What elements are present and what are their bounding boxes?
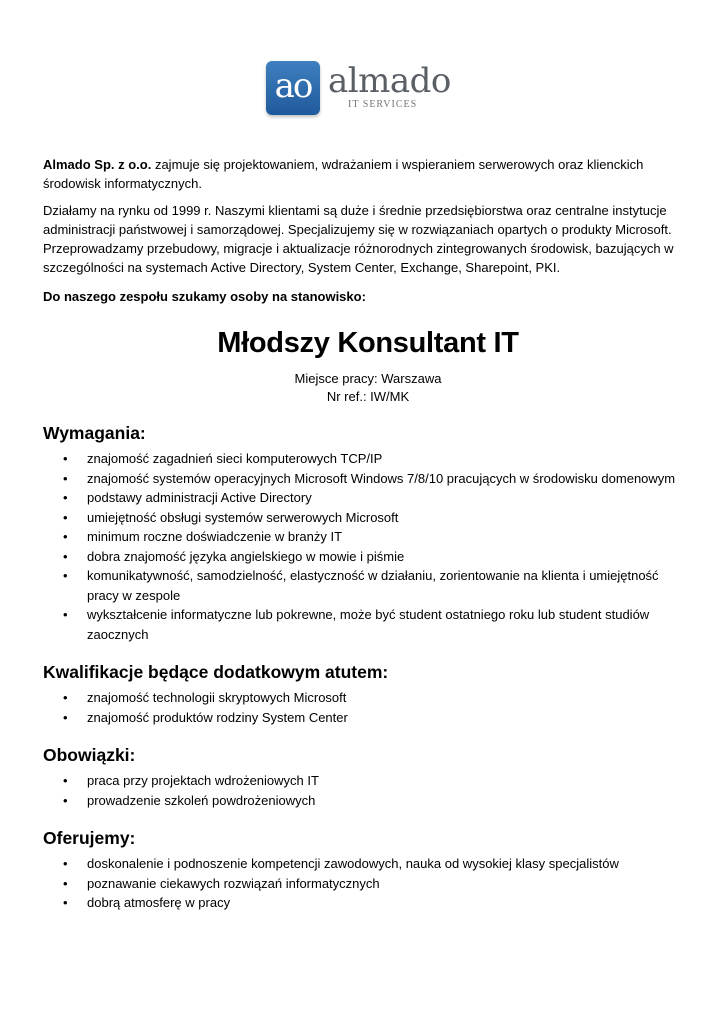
logo-text bbox=[328, 61, 451, 110]
list-item-text: umiejętność obsługi systemów serwerowych Microsoft bbox=[87, 509, 399, 525]
list-item-text: znajomość produktów rodziny System Center bbox=[87, 709, 348, 725]
list-item-text: znajomość systemów operacyjnych Microsoft Windows 7/8/10 pracujących w środowisku domenowym bbox=[87, 470, 676, 486]
bullet-icon: • bbox=[63, 895, 68, 910]
requirements-heading: Wymagania: bbox=[43, 423, 146, 443]
list-item-text: znajomość technologii skryptowych Microsoft bbox=[87, 690, 347, 705]
document-body bbox=[43, 155, 693, 913]
logo-subtitle: IT SERVICES bbox=[348, 99, 418, 110]
list-item bbox=[43, 449, 693, 469]
list-item-text: dobra znajomość języka angielskiego w mowie i piśmie bbox=[87, 548, 405, 564]
list-item bbox=[43, 771, 693, 791]
logo-mark: ao bbox=[266, 61, 320, 115]
offer-list bbox=[43, 854, 693, 913]
list-item bbox=[43, 469, 693, 489]
duties-list bbox=[43, 771, 693, 810]
list-item bbox=[43, 791, 693, 811]
bullet-icon: • bbox=[63, 470, 68, 486]
requirements-list bbox=[43, 449, 693, 644]
list-item bbox=[43, 566, 693, 605]
list-item bbox=[43, 605, 693, 644]
list-item-text: minimum roczne doświadczenie w branży IT bbox=[87, 529, 343, 544]
list-item bbox=[43, 547, 693, 567]
intro-text: zajmuje się projektowaniem, wdrażaniem i wspieraniem serwerowych oraz klienckich środowisk informatycznych. bbox=[43, 157, 644, 191]
bullet-icon: • bbox=[63, 509, 68, 525]
extras-section bbox=[43, 661, 693, 727]
list-item-text: poznawanie ciekawych rozwiązań informatycznych bbox=[87, 875, 380, 891]
list-item-text: praca przy projektach wdrożeniowych IT bbox=[87, 773, 319, 788]
list-item-text: komunikatywność, samodzielność, elastyczność w działaniu, zorientowanie na klienta i umiejętność pracy w zespole bbox=[87, 568, 659, 603]
bullet-icon: • bbox=[63, 856, 68, 871]
list-item bbox=[43, 854, 693, 874]
logo-name: almado bbox=[328, 61, 451, 101]
bullet-icon: • bbox=[63, 548, 68, 564]
company-logo bbox=[266, 61, 451, 119]
job-title: Młodszy Konsultant IT bbox=[217, 327, 519, 359]
duties-heading: Obowiązki: bbox=[43, 745, 136, 765]
job-location: Miejsce pracy: Warszawa bbox=[294, 371, 442, 386]
extras-list bbox=[43, 688, 693, 727]
bullet-icon: • bbox=[63, 709, 68, 725]
list-item-text: podstawy administracji Active Directory bbox=[87, 490, 312, 505]
bullet-icon: • bbox=[63, 451, 68, 466]
list-item bbox=[43, 508, 693, 528]
job-reference: Nr ref.: IW/MK bbox=[326, 389, 410, 404]
bullet-icon: • bbox=[63, 875, 68, 891]
intro-paragraph bbox=[43, 155, 693, 193]
list-item bbox=[43, 688, 693, 708]
bullet-icon: • bbox=[63, 568, 68, 583]
list-item-text: doskonalenie i podnoszenie kompetencji zawodowych, nauka od wysokiej klasy specjalistów bbox=[87, 856, 619, 871]
list-item bbox=[43, 488, 693, 508]
list-item-text: prowadzenie szkoleń powdrożeniowych bbox=[87, 792, 316, 808]
list-item bbox=[43, 893, 693, 913]
offer-heading: Oferujemy: bbox=[43, 828, 136, 848]
list-item bbox=[43, 874, 693, 894]
list-item bbox=[43, 708, 693, 728]
lead-text: Do naszego zespołu szukamy osoby na stanowisko: bbox=[43, 289, 366, 304]
bullet-icon: • bbox=[63, 529, 68, 544]
list-item bbox=[43, 527, 693, 547]
list-item-text: wykształcenie informatyczne lub pokrewne, może być student ostatniego roku lub student studiów zaocznych bbox=[87, 607, 650, 642]
list-item-text: dobrą atmosferę w pracy bbox=[87, 895, 231, 910]
offer-section bbox=[43, 827, 693, 913]
company-name: Almado Sp. z o.o. bbox=[43, 157, 152, 172]
bullet-icon: • bbox=[63, 607, 68, 622]
about-paragraph: Działamy na rynku od 1999 r. Naszymi klientami są duże i średnie przedsiębiorstwa oraz centralne instytucje administracji państwowej i samorządowej. Specjalizujemy się w rozwiązaniach opartych o produkty Microsoft. Przeprowadzamy przebudowy, migracje i aktualizacje różnorodnych zintegrowanych środowisk, bazujących w szczególności na systemach Active Directory, System Center, Exchange, Sharepoint, PKI. bbox=[43, 203, 674, 275]
bullet-icon: • bbox=[63, 773, 68, 788]
requirements-section bbox=[43, 422, 693, 644]
bullet-icon: • bbox=[63, 792, 68, 808]
bullet-icon: • bbox=[63, 690, 68, 705]
list-item-text: znajomość zagadnień sieci komputerowych TCP/IP bbox=[87, 451, 383, 466]
duties-section bbox=[43, 744, 693, 810]
bullet-icon: • bbox=[63, 490, 68, 505]
extras-heading: Kwalifikacje będące dodatkowym atutem: bbox=[43, 662, 389, 682]
